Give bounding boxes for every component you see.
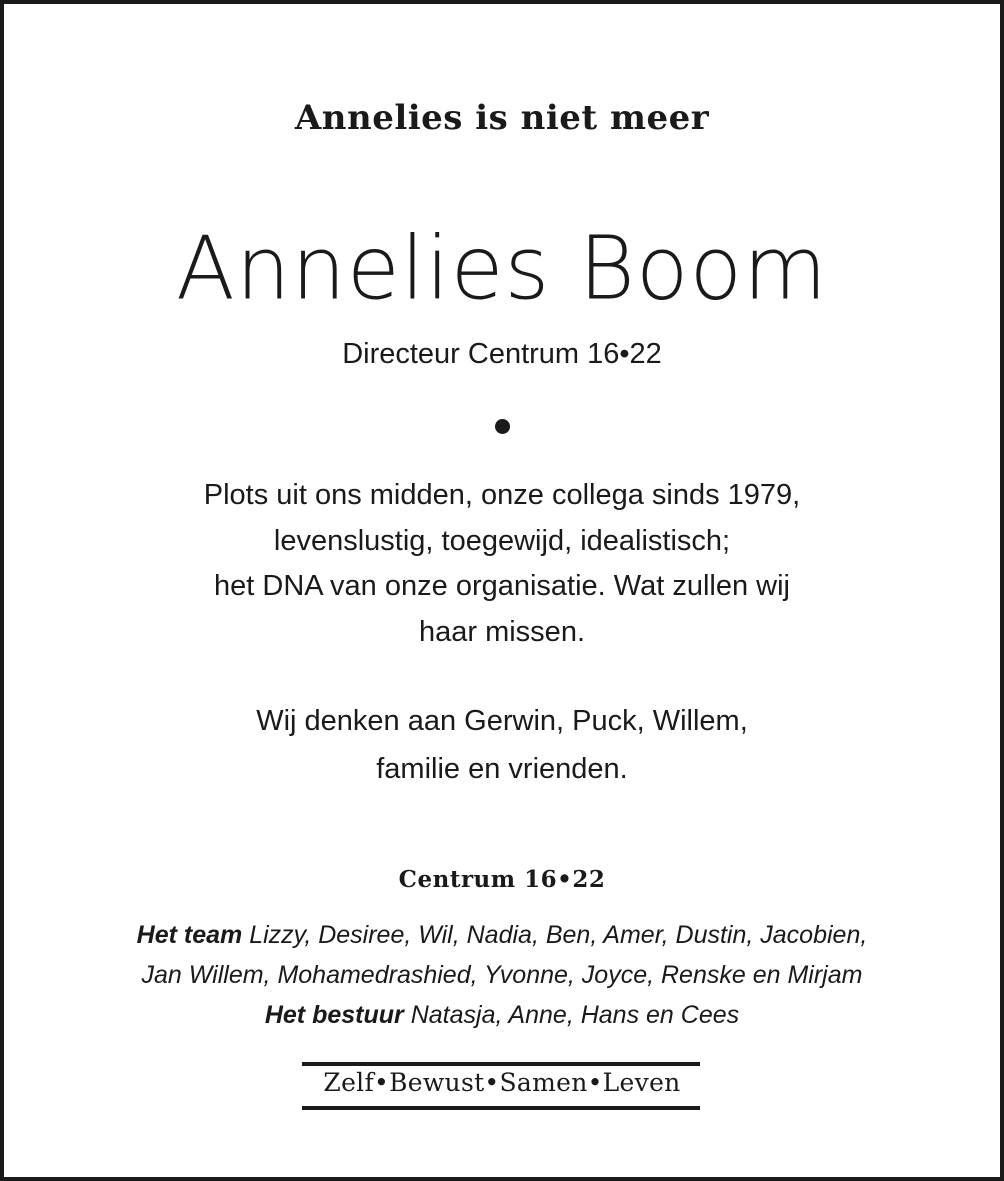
condolence-line: Wij denken aan Gerwin, Puck, Willem,: [256, 705, 748, 737]
signatories: [0, 915, 1004, 1035]
team-names-1: Lizzy, Desiree, Wil, Nadia, Ben, Amer, Dustin, Jacobien,: [249, 921, 868, 949]
team-line-1: [0, 915, 1004, 955]
motto-rule-bottom: [302, 1106, 700, 1110]
motto: Zelf•Bewust•Samen•Leven: [323, 1068, 681, 1097]
announcement-heading: Annelies is niet meer: [294, 98, 710, 138]
condolence-message: [0, 697, 1004, 793]
team-label: Het team: [136, 921, 243, 949]
team-names-2: Jan Willem, Mohamedrashied, Yvonne, Joyce, Renske en Mirjam: [141, 961, 863, 989]
deceased-role: Directeur Centrum 16•22: [342, 338, 662, 370]
motto-rule-top: [302, 1062, 700, 1066]
message-line: Plots uit ons midden, onze collega sinds 1979,: [203, 479, 801, 511]
board-label: Het bestuur: [264, 1001, 404, 1029]
condolence-line: familie en vrienden.: [376, 753, 628, 785]
board-names: Natasja, Anne, Hans en Cees: [410, 1001, 740, 1029]
memorial-message: [0, 473, 1004, 655]
message-line: levenslustig, toegewijd, idealistisch;: [273, 524, 731, 557]
deceased-name: Annelies Boom: [176, 217, 828, 320]
organization-name: Centrum 16•22: [398, 866, 606, 893]
message-line: haar missen.: [418, 615, 585, 648]
board-line: [0, 995, 1004, 1035]
bullet-divider: [495, 419, 510, 434]
message-line: het DNA van onze organisatie. Wat zullen wij: [214, 570, 790, 602]
